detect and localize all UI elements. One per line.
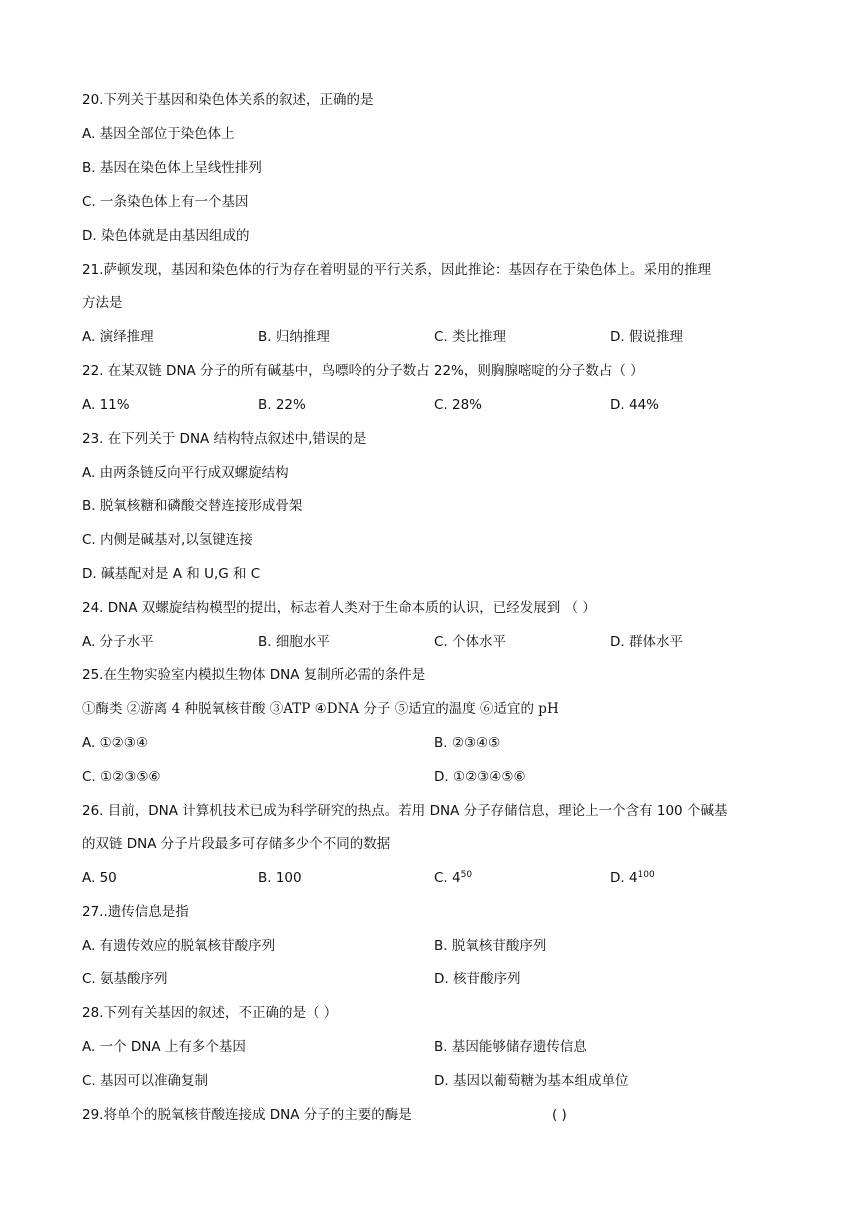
question-22-option-a: A. 11% — [82, 397, 130, 413]
question-21-option-a: A. 演绎推理 — [82, 329, 154, 345]
question-24-stem: 24. DNA 双螺旋结构模型的提出，标志着人类对于生命本质的认识，已经发展到 （ ） — [82, 600, 596, 616]
question-23-option-b: B. 脱氧核糖和磷酸交替连接形成骨架 — [82, 498, 303, 514]
question-25-options-row1 — [0, 733, 860, 753]
question-22-options — [0, 395, 860, 415]
question-22-option-b: B. 22% — [258, 397, 306, 413]
question-24-option-b: B. 细胞水平 — [258, 634, 330, 650]
exponent: 100 — [637, 870, 655, 880]
question-21-stem-line1: 21.萨顿发现，基因和染色体的行为存在着明显的平行关系，因此推论：基因存在于染色体上。采用的推理 — [82, 262, 711, 278]
question-28-option-d: D. 基因以葡萄糖为基本组成单位 — [434, 1073, 629, 1089]
question-24-option-d: D. 群体水平 — [610, 634, 683, 650]
question-22-option-c: C. 28% — [434, 397, 483, 413]
question-27-option-c: C. 氨基酸序列 — [82, 971, 168, 987]
question-26-option-c: C. $4^{50}$ — [434, 870, 473, 886]
question-25-stem: 25.在生物实验室内模拟生物体 DNA 复制所必需的条件是 — [82, 667, 426, 683]
question-20-option-a: A. 基因全部位于染色体上 — [82, 126, 235, 142]
question-21-option-c: C. 类比推理 — [434, 329, 507, 345]
question-29-stem: 29.将单个的脱氧核苷酸连接成 DNA 分子的主要的酶是 — [82, 1107, 412, 1123]
question-24-option-c: C. 个体水平 — [434, 634, 507, 650]
question-29 — [0, 1105, 860, 1125]
exponent: 50 — [460, 870, 473, 880]
question-25-option-c: C. ①②③⑤⑥ — [82, 769, 161, 785]
question-21-stem-line2: 方法是 — [82, 295, 123, 311]
question-27-stem: 27..遗传信息是指 — [82, 904, 189, 920]
question-28-options-row1 — [0, 1037, 860, 1057]
question-24-option-a: A. 分子水平 — [82, 634, 154, 650]
question-27-option-a: A. 有遗传效应的脱氧核苷酸序列 — [82, 938, 276, 954]
question-23-stem: 23. 在下列关于 DNA 结构特点叙述中,错误的是 — [82, 431, 367, 447]
question-28-stem: 28.下列有关基因的叙述，不正确的是（ ） — [82, 1005, 338, 1021]
question-26-stem-line2: 的双链 DNA 分子片段最多可存储多少个不同的数据 — [82, 836, 391, 852]
question-27-options-row2 — [0, 969, 860, 989]
question-23-option-d: D. 碱基配对是 A 和 U,G 和 C — [82, 566, 261, 582]
question-28-option-c: C. 基因可以准确复制 — [82, 1073, 209, 1089]
question-27-options-row1 — [0, 936, 860, 956]
question-27-option-d: D. 核苷酸序列 — [434, 971, 521, 987]
question-21-options — [0, 327, 860, 347]
question-25-options-row2 — [0, 767, 860, 787]
question-23-option-c: C. 内侧是碱基对,以氢键连接 — [82, 532, 253, 548]
question-26-option-d: D. $4^{100}$ — [610, 870, 655, 886]
question-20-option-d: D. 染色体就是由基因组成的 — [82, 228, 250, 244]
question-26-option-a: A. 50 — [82, 870, 117, 886]
question-20-stem: 20.下列关于基因和染色体关系的叙述，正确的是 — [82, 92, 374, 108]
question-24-options — [0, 632, 860, 652]
question-25-conditions: ①酶类 ②游离 4 种脱氧核苷酸 ③ATP ④DNA 分子 ⑤适宜的温度 ⑥适宜的 pH — [82, 701, 559, 717]
question-28-options-row2 — [0, 1071, 860, 1091]
question-26-stem-line1: 26. 目前，DNA 计算机技术已成为科学研究的热点。若用 DNA 分子存储信息，理论上一个含有 100 个碱基 — [82, 803, 728, 819]
question-27-option-b: B. 脱氧核苷酸序列 — [434, 938, 547, 954]
question-22-option-d: D. 44% — [610, 397, 659, 413]
question-26-option-b: B. 100 — [258, 870, 302, 886]
question-25-option-a: A. ①②③④ — [82, 735, 148, 751]
question-21-option-b: B. 归纳推理 — [258, 329, 330, 345]
question-28-option-a: A. 一个 DNA 上有多个基因 — [82, 1039, 246, 1055]
question-26-options — [0, 868, 860, 888]
question-28-option-b: B. 基因能够储存遗传信息 — [434, 1039, 587, 1055]
question-22-stem: 22. 在某双链 DNA 分子的所有碱基中，鸟嘌呤的分子数占 22%，则胸腺嘧啶的分子数占（ ） — [82, 363, 644, 379]
question-21-option-d: D. 假说推理 — [610, 329, 683, 345]
question-25-option-b: B. ②③④⑤ — [434, 735, 501, 751]
question-25-option-d: D. ①②③④⑤⑥ — [434, 769, 526, 785]
question-20-option-b: B. 基因在染色体上呈线性排列 — [82, 160, 262, 176]
question-23-option-a: A. 由两条链反向平行成双螺旋结构 — [82, 465, 289, 481]
question-20-option-c: C. 一条染色体上有一个基因 — [82, 194, 249, 210]
question-29-answer-blank: ( ) — [552, 1107, 567, 1123]
